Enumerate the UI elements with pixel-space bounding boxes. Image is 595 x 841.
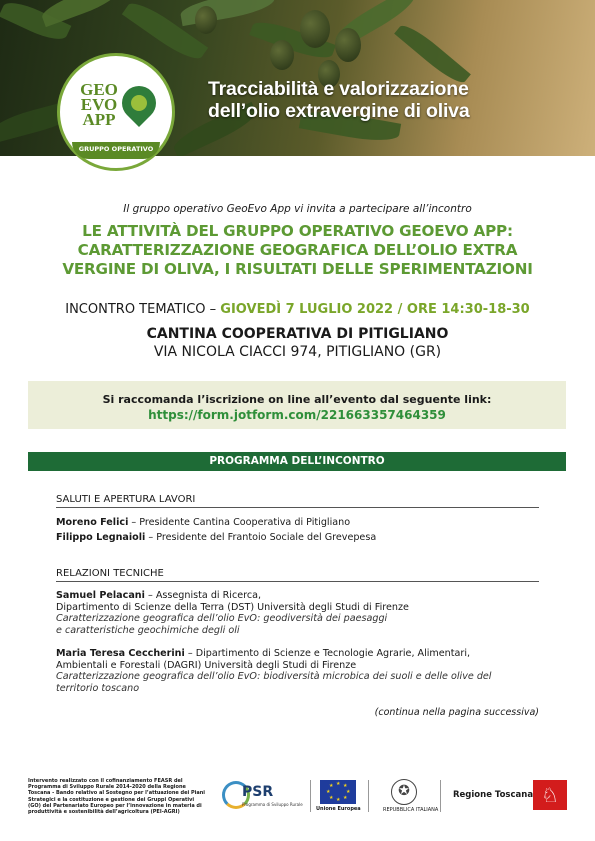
- header-title: [208, 78, 469, 122]
- speaker-name: Filippo Legnaioli: [56, 532, 146, 543]
- psr-logo: [222, 781, 302, 811]
- talk-item: [56, 648, 539, 694]
- speaker-name: Samuel Pelacani: [56, 590, 145, 601]
- eu-flag-icon: ★ ★ ★ ★ ★ ★ ★ ★: [320, 780, 356, 804]
- speaker-row: [56, 517, 539, 529]
- continued-note: (continua nella pagina successiva): [374, 707, 539, 718]
- logo-line1: GEO: [80, 80, 118, 99]
- logo-line2: EVO: [80, 95, 118, 114]
- event-title: [20, 222, 575, 279]
- speaker-affiliation: Dipartimento di Scienze della Terra (DST) Università degli Studi di Firenze: [56, 601, 409, 613]
- funding-note: Intervento realizzato con il cofinanziamento FEASR del Programma di Sviluppo Rurale 2014-2020 della Regione Toscana - Bando relativo al Sostegno per l’attuazione dei Piani Strategici e la costituzione e gestione dei Gruppi Operativi (GO) del Partenariato Europeo per l’innovazione in materia di produttività e sostenibilità dell’agricoltura (PEI-AGRI): [28, 778, 205, 816]
- speaker-affiliation: Ambientali e Forestali (DAGRI) Università degli Studi di Firenze: [56, 659, 357, 671]
- talk-title-line2: territorio toscano: [56, 682, 140, 694]
- psr-text: PSR: [242, 784, 274, 800]
- repubblica-label: REPUBBLICA ITALIANA: [383, 807, 439, 813]
- registration-text: Si raccomanda l’iscrizione on line all’evento dal seguente link:: [102, 393, 492, 406]
- talk-title-line2: e caratteristiche geochimiche degli oli: [56, 624, 240, 636]
- event-title-line3: VERGINE DI OLIVA, I RISULTATI DELLE SPERIMENTAZIONI: [62, 260, 533, 278]
- psr-subtitle: Programma di Sviluppo Rurale: [242, 802, 303, 807]
- registration-link[interactable]: https://form.jotform.com/221663357464359: [148, 408, 446, 422]
- venue-address: VIA NICOLA CIACCI 974, PITIGLIANO (GR): [153, 344, 442, 360]
- header-title-line2: dell’olio extravergine di oliva: [208, 100, 470, 122]
- talk-item: [56, 590, 539, 636]
- program-header: PROGRAMMA DELL’INCONTRO: [28, 452, 566, 471]
- header-title-line1: Tracciabilità e valorizzazione: [208, 78, 469, 100]
- italian-republic-emblem-icon: ✪: [391, 779, 417, 805]
- divider: [440, 780, 441, 812]
- registration-box: [28, 381, 566, 429]
- speaker-row: [56, 532, 539, 544]
- event-date: [0, 302, 595, 317]
- talk-title-line1: Caratterizzazione geografica dell’olio EvO: geodiversità dei paesaggi: [56, 613, 388, 624]
- divider: [310, 780, 311, 812]
- regione-toscana-label: Regione Toscana: [453, 790, 534, 800]
- talk-title-line1: Caratterizzazione geografica dell’olio EvO: biodiversità microbica dei suoli e delle olive del: [56, 671, 492, 682]
- section-talks: RELAZIONI TECNICHE: [56, 568, 539, 582]
- speaker-role: – Dipartimento di Scienze e Tecnologie Agrarie, Alimentari,: [184, 648, 471, 659]
- logo-band: GRUPPO OPERATIVO: [72, 142, 160, 159]
- venue-name: CANTINA COOPERATIVA DI PITIGLIANO: [146, 326, 449, 342]
- geoevo-logo: [57, 53, 175, 171]
- eu-label: Unione Europea: [316, 806, 361, 812]
- regione-toscana-pegasus-icon: ♘: [533, 780, 567, 810]
- speaker-name: Maria Teresa Ceccherini: [56, 648, 185, 659]
- speaker-name: Moreno Felici: [56, 517, 129, 528]
- event-title-line2: CARATTERIZZAZIONE GEOGRAFICA DELL’OLIO EXTRA: [77, 241, 518, 259]
- section-opening: SALUTI E APERTURA LAVORI: [56, 494, 539, 508]
- speaker-role: – Presidente del Frantoio Sociale del Grevepesa: [145, 532, 377, 543]
- event-datetime: GIOVEDÌ 7 LUGLIO 2022 / ORE 14:30-18-30: [220, 302, 530, 317]
- speaker-role: – Presidente Cantina Cooperativa di Pitigliano: [128, 517, 351, 528]
- invite-text: Il gruppo operativo GeoEvo App vi invita a partecipare all’incontro: [123, 203, 472, 215]
- event-title-line1: LE ATTIVITÀ DEL GRUPPO OPERATIVO GEOEVO APP:: [82, 222, 513, 240]
- event-type: INCONTRO TEMATICO –: [65, 302, 221, 317]
- divider: [368, 780, 369, 812]
- logo-line3: APP: [82, 110, 116, 129]
- speaker-role: – Assegnista di Ricerca,: [144, 590, 262, 601]
